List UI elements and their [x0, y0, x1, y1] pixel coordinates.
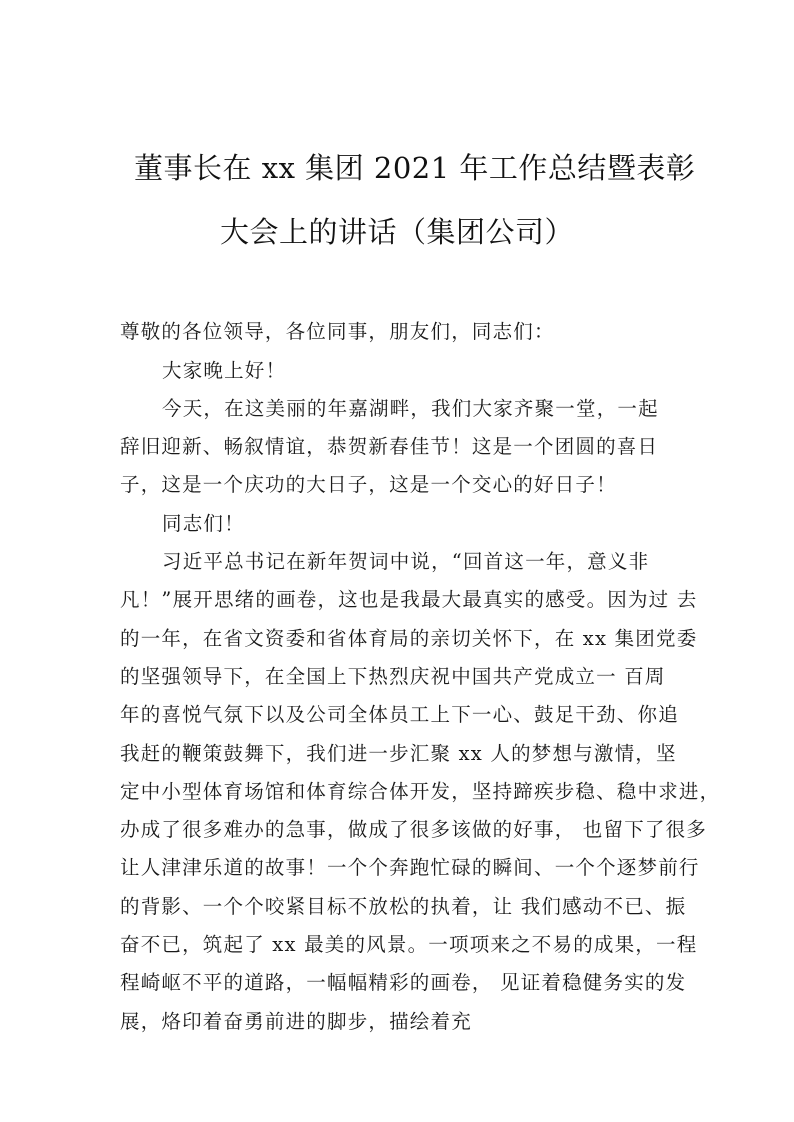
paragraph-line: 定中小型体育场馆和体育综合体开发，坚持蹄疾步稳、稳中求进，: [120, 780, 721, 803]
paragraph-line: 同志们！: [162, 512, 245, 535]
paragraph-line: 的背影、一个个咬紧目标不放松的执着，让 我们感动不已、振: [120, 895, 687, 918]
document-title-line-1: 董事长在 xx 集团 2021 年工作总结暨表彰: [134, 151, 696, 185]
paragraph-line: 让人津津乐道的故事！一个个奔跑忙碌的瞬间、一个个逐梦前行: [120, 856, 700, 879]
paragraph-line: 展，烙印着奋勇前进的脚步，描绘着充: [120, 1010, 472, 1033]
salutation: 尊敬的各位领导，各位同事，朋友们，同志们：: [120, 320, 555, 343]
paragraph-line: 今天，在这美丽的年嘉湖畔，我们大家齐聚一堂，一起: [162, 397, 659, 420]
paragraph-line: 的一年，在省文资委和省体育局的亲切关怀下，在 xx 集团党委: [120, 627, 698, 650]
paragraph-line: 办成了很多难办的急事，做成了很多该做的好事， 也留下了很多: [120, 818, 707, 841]
greeting: 大家晚上好！: [162, 359, 287, 382]
paragraph-line: 奋不已，筑起了 xx 最美的风景。一项项来之不易的成果，一程: [120, 933, 698, 956]
document-title-line-2: 大会上的讲话（集团公司）: [220, 215, 575, 249]
paragraph-line: 程崎岖不平的道路，一幅幅精彩的画卷， 见证着稳健务实的发: [120, 971, 687, 994]
paragraph-line: 习近平总书记在新年贺词中说，“回首这一年，意义非: [162, 550, 650, 573]
paragraph-line: 凡！”展开思绪的画卷，这也是我最大最真实的感受。因为过 去: [120, 588, 698, 611]
paragraph-line: 子，这是一个庆功的大日子，这是一个交心的好日子！: [120, 473, 617, 496]
paragraph-line: 辞旧迎新、畅叙情谊，恭贺新春佳节！这是一个团圆的喜日: [120, 435, 659, 458]
paragraph-line: 年的喜悦气氛下以及公司全体员工上下一心、鼓足干劲、你追: [120, 703, 679, 726]
paragraph-line: 我赶的鞭策鼓舞下，我们进一步汇聚 xx 人的梦想与激情，坚: [120, 742, 677, 765]
paragraph-line: 的坚强领导下，在全国上下热烈庆祝中国共产党成立一 百周: [120, 665, 666, 688]
